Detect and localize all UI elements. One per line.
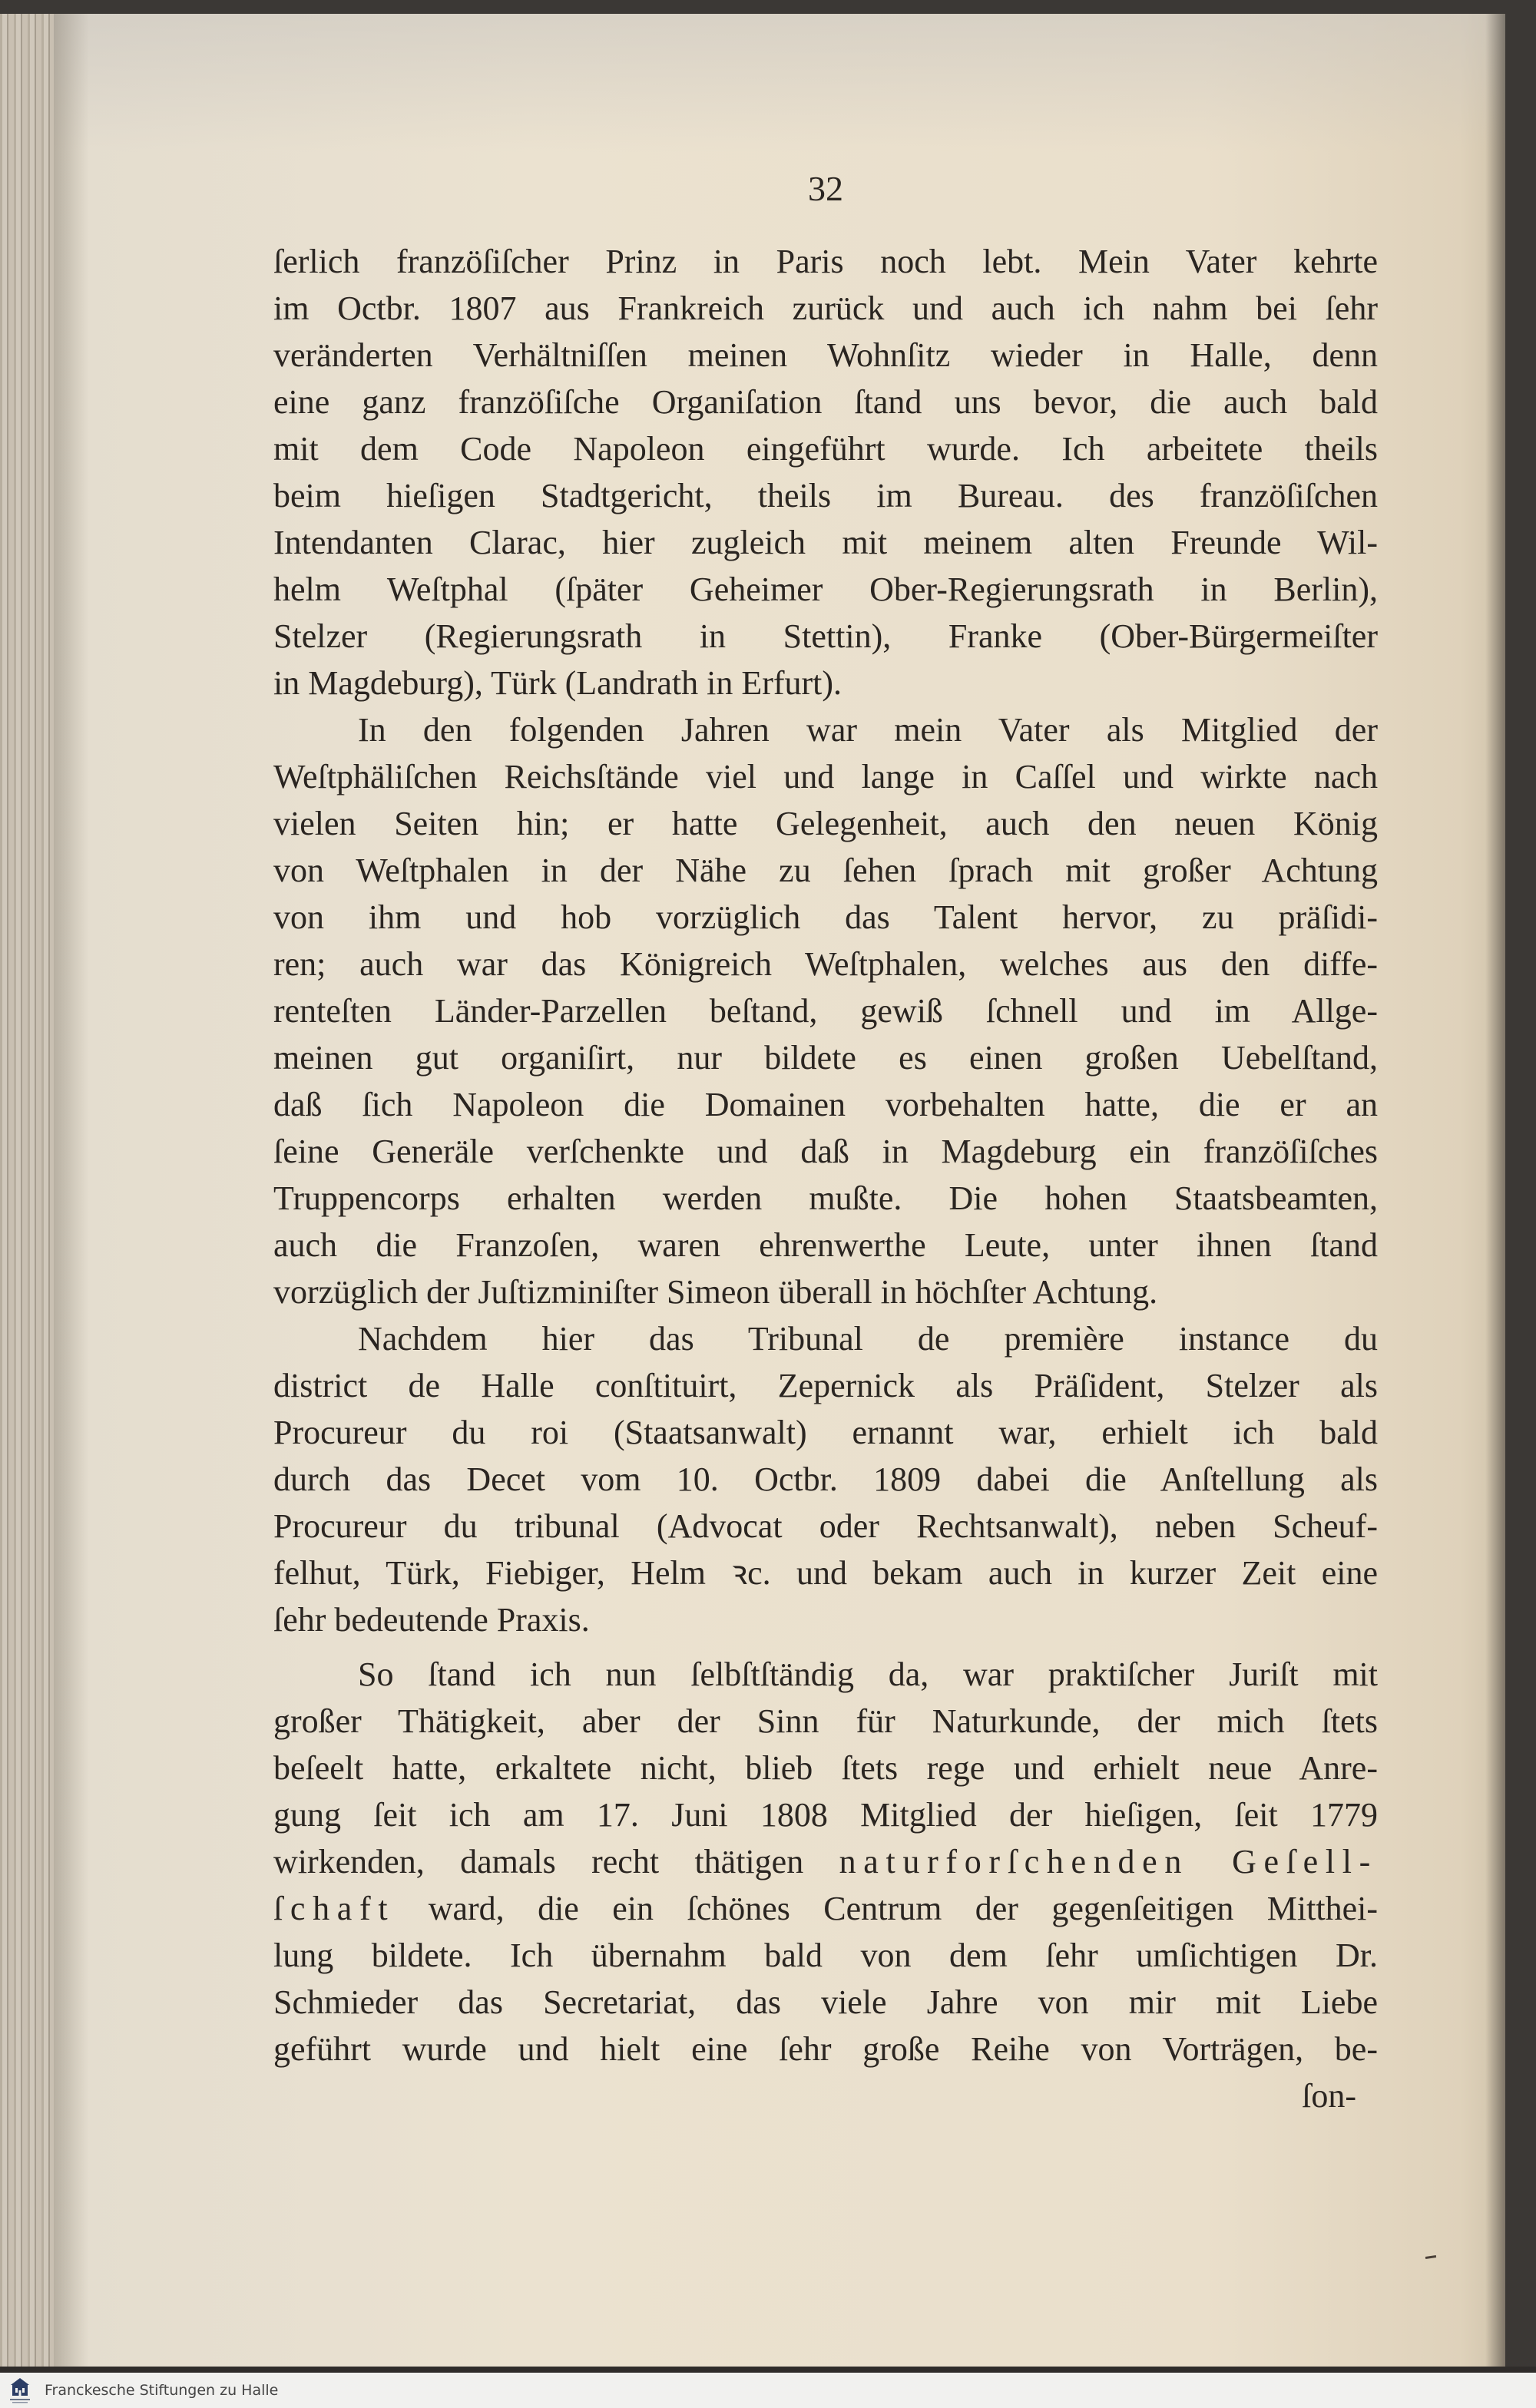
scan-bottom-band <box>0 2367 1536 2373</box>
paragraph <box>273 238 1378 706</box>
text-line: Weſtphäliſchen Reichsſtände viel und lange in Caſſel und wirkte nach <box>273 758 1378 796</box>
page-top-shading <box>0 14 1505 152</box>
text-line: beim hieſigen Stadtgericht, theils im Bureau. des franzöſiſchen <box>273 477 1378 514</box>
institution-name: Franckesche Stiftungen zu Halle <box>45 2382 279 2399</box>
text-segment: ward, die ein ſchönes Centrum der gegenſeitigen Mitthei- <box>428 1890 1378 1927</box>
paragraph <box>273 1651 1378 2119</box>
text-line: vorzüglich der Juſtizminiſter Simeon überall in höchſter Achtung. <box>273 1273 1158 1311</box>
text-line: großer Thätigkeit, aber der Sinn für Naturkunde, der mich ſtets <box>273 1702 1378 1740</box>
body-text <box>273 238 1378 2119</box>
text-line: Schmieder das Secretariat, das viele Jahre von mir mit Liebe <box>273 1983 1378 2021</box>
catchword: ſon- <box>1302 2077 1356 2115</box>
text-line <box>273 1838 1378 1885</box>
page-number: 32 <box>808 169 843 208</box>
text-line: von ihm und hob vorzüglich das Talent hervor, zu präſidi- <box>273 898 1378 936</box>
text-line: Intendanten Clarac, hier zugleich mit meinem alten Freunde Wil- <box>273 524 1378 561</box>
text-line: mit dem Code Napoleon eingeführt wurde. Ich arbeitete theils <box>273 430 1378 468</box>
franckesche-stiftungen-logo-icon <box>6 2376 34 2405</box>
text-line: ren; auch war das Königreich Weſtphalen, welches aus den diffe- <box>273 945 1378 983</box>
text-line: lung bildete. Ich übernahm bald von dem ſehr umſichtigen Dr. <box>273 1937 1378 1974</box>
text-line: felhut, Türk, Fiebiger, Helm ꝛc. und bekam auch in kurzer Zeit eine <box>273 1554 1378 1592</box>
text-line: von Weſtphalen in der Nähe zu ſehen ſprach mit großer Achtung <box>273 852 1378 889</box>
text-line: Stelzer (Regierungsrath in Stettin), Franke (Ober-Bürgermeiſter <box>273 617 1378 655</box>
text-line: ſehr bedeutende Praxis. <box>273 1601 590 1639</box>
text-line: geführt wurde und hielt eine ſehr große Reihe von Vorträgen, be- <box>273 2030 1378 2068</box>
text-line <box>273 1885 1378 1932</box>
text-line: vielen Seiten hin; er hatte Gelegenheit, auch den neuen König <box>273 805 1378 842</box>
text-line: Nachdem hier das Tribunal de première instance du <box>358 1320 1378 1358</box>
text-line: renteſten Länder-Parzellen beſtand, gewiß ſchnell und im Allge- <box>273 992 1378 1030</box>
text-line: So ſtand ich nun ſelbſtſtändig da, war praktiſcher Juriſt mit <box>358 1656 1378 1693</box>
page-gutter-edges <box>0 14 54 2367</box>
text-line: gung ſeit ich am 17. Juni 1808 Mitglied der hieſigen, ſeit 1779 <box>273 1796 1378 1834</box>
text-line: district de Halle conſtituirt, Zepernick als Präſident, Stelzer als <box>273 1367 1378 1404</box>
text-line: veränderten Verhältniſſen meinen Wohnſitz wieder in Halle, denn <box>273 336 1378 374</box>
text-segment: wirkenden, damals recht thätigen <box>273 1843 804 1880</box>
text-line: Procureur du roi (Staatsanwalt) ernannt war, erhielt ich bald <box>273 1414 1378 1451</box>
text-line: in Magdeburg), Türk (Landrath in Erfurt). <box>273 664 842 702</box>
text-line: ſeine Generäle verſchenkte und daß in Magdeburg ein franzöſiſches <box>273 1133 1378 1170</box>
text-line: Procureur du tribunal (Advocat oder Rechtsanwalt), neben Scheuf- <box>273 1507 1378 1545</box>
text-line: daß ſich Napoleon die Domainen vorbehalten hatte, die er an <box>273 1086 1378 1123</box>
text-line: durch das Decet vom 10. Octbr. 1809 dabei die Anſtellung als <box>273 1460 1378 1498</box>
footer-bar <box>0 2373 1536 2408</box>
text-line: beſeelt hatte, erkaltete nicht, blieb ſtets rege und erhielt neue Anre- <box>273 1749 1378 1787</box>
letterspaced-text-segment: naturforſchenden Geſell- <box>839 1843 1378 1880</box>
gutter-shadow <box>54 14 89 2367</box>
page-right-edge <box>1485 14 1505 2367</box>
text-line: eine ganz franzöſiſche Organiſation ſtand uns bevor, die auch bald <box>273 383 1378 421</box>
text-line: auch die Franzoſen, waren ehrenwerthe Leute, unter ihnen ſtand <box>273 1226 1378 1264</box>
paragraph <box>273 1315 1378 1643</box>
letterspaced-text-segment: ſchaft <box>273 1890 396 1927</box>
text-line: im Octbr. 1807 aus Frankreich zurück und auch ich nahm bei ſehr <box>273 289 1378 327</box>
text-line: helm Weſtphal (ſpäter Geheimer Ober-Regierungsrath in Berlin), <box>273 571 1378 608</box>
text-line: Truppencorps erhalten werden mußte. Die hohen Staatsbeamten, <box>273 1179 1378 1217</box>
paragraph <box>273 706 1378 1315</box>
text-line: meinen gut organiſirt, nur bildete es einen großen Uebelſtand, <box>273 1039 1378 1077</box>
text-line: In den folgenden Jahren war mein Vater als Mitglied der <box>358 711 1378 749</box>
text-line: ſerlich franzöſiſcher Prinz in Paris noch lebt. Mein Vater kehrte <box>273 243 1378 280</box>
